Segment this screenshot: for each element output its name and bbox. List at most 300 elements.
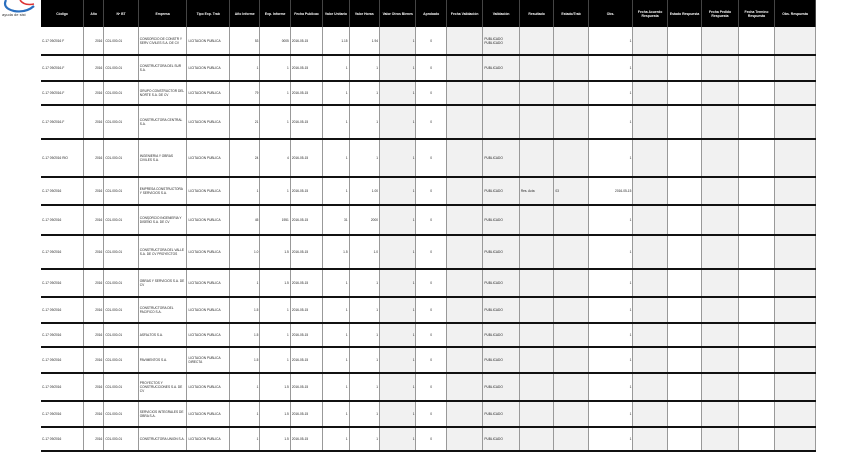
table-row xyxy=(41,105,816,139)
table-cell: 0 xyxy=(416,269,446,297)
table-cell: 1 xyxy=(323,139,349,177)
table-cell: 1 xyxy=(323,323,349,347)
table-cell xyxy=(633,55,667,81)
table-row xyxy=(41,297,816,323)
table-cell: 0 xyxy=(416,235,446,269)
column-header: Fecha Pedido Respuesta xyxy=(702,0,738,27)
table-cell: 2016 xyxy=(84,27,104,55)
table-cell xyxy=(446,55,482,81)
table-cell: 1.0 xyxy=(230,235,260,269)
table-cell: LICITACION PUBLICA xyxy=(187,297,230,323)
table-cell: PUBLICADO PUBLICADO xyxy=(483,27,519,55)
table-cell: C01-000-01 xyxy=(104,139,138,177)
table-cell: C-17 09/2016 xyxy=(41,235,84,269)
table-cell: 1 xyxy=(380,427,416,451)
table-cell: C-17 09/2016 xyxy=(41,401,84,427)
table-row xyxy=(41,427,816,451)
table-cell: C01-000-01 xyxy=(104,373,138,401)
table-cell: PUBLICADO xyxy=(483,177,519,205)
table-cell xyxy=(633,323,667,347)
table-cell: CONSORCIO INGENIERIA Y DISEÑO S.A. DE CV xyxy=(138,205,187,235)
table-cell: C01-000-01 xyxy=(104,427,138,451)
table-cell: C-17 09/2016 xyxy=(41,177,84,205)
table-cell: 1 xyxy=(230,55,260,81)
table-row xyxy=(41,323,816,347)
table-cell xyxy=(738,323,774,347)
table-cell: OBRAS Y SERVICIOS S.A. DE CV xyxy=(138,269,187,297)
table-cell: PAVIMENTOS S.A. xyxy=(138,347,187,373)
table-cell: C-17 09/2016 xyxy=(41,323,84,347)
table-cell: C01-000-01 xyxy=(104,81,138,105)
table-cell: C-17 09/2016 xyxy=(41,347,84,373)
table-cell: LICITACION PUBLICA xyxy=(187,205,230,235)
table-cell: 0005 xyxy=(260,27,290,55)
table-cell xyxy=(738,297,774,323)
table-cell xyxy=(633,27,667,55)
column-header: Valor Horas xyxy=(349,0,379,27)
table-cell: C01-000-01 xyxy=(104,323,138,347)
table-cell: 0 xyxy=(416,55,446,81)
table-cell xyxy=(519,55,553,81)
table-cell xyxy=(519,205,553,235)
table-cell xyxy=(702,347,738,373)
table-row xyxy=(41,139,816,177)
table-cell xyxy=(667,205,701,235)
table-cell xyxy=(702,401,738,427)
table-cell: 2016-05-15 xyxy=(290,235,322,269)
data-table xyxy=(41,0,816,452)
table-cell xyxy=(519,139,553,177)
table-cell: 1 xyxy=(349,139,379,177)
table-cell xyxy=(554,55,588,81)
table-cell: C01-000-01 xyxy=(104,269,138,297)
table-cell: 1 xyxy=(380,105,416,139)
table-cell xyxy=(738,139,774,177)
logo-text: ayuda de sist xyxy=(2,12,26,17)
table-cell: 2016-05-15 xyxy=(290,401,322,427)
table-cell xyxy=(667,105,701,139)
table-cell: C01-000-01 xyxy=(104,55,138,81)
table-cell: 1 xyxy=(349,105,379,139)
table-cell: 31 xyxy=(323,205,349,235)
table-cell: 0 xyxy=(416,205,446,235)
column-header: Estado Respuesta xyxy=(667,0,701,27)
column-header: Valor Otros Bienes xyxy=(380,0,416,27)
table-cell xyxy=(519,105,553,139)
table-cell xyxy=(446,27,482,55)
table-cell xyxy=(633,235,667,269)
table-cell: LICITACION PUBLICA xyxy=(187,323,230,347)
table-cell: 24 xyxy=(230,139,260,177)
table-cell: 1 xyxy=(323,81,349,105)
table-cell xyxy=(775,323,816,347)
table-cell: 45 xyxy=(230,205,260,235)
table-cell xyxy=(775,427,816,451)
table-cell xyxy=(667,55,701,81)
table-cell: 1.5 xyxy=(230,347,260,373)
table-cell: 1 xyxy=(349,269,379,297)
table-cell: 1 xyxy=(323,105,349,139)
table-cell: C01-000-01 xyxy=(104,205,138,235)
table-cell xyxy=(667,373,701,401)
table-cell: 1 xyxy=(323,401,349,427)
table-cell xyxy=(446,235,482,269)
table-cell xyxy=(667,269,701,297)
column-header: Empresa xyxy=(138,0,187,27)
table-cell: 1 xyxy=(260,297,290,323)
table-cell xyxy=(702,81,738,105)
table-cell xyxy=(519,27,553,55)
table-row xyxy=(41,347,816,373)
table-cell: 1 xyxy=(323,373,349,401)
column-header: Fecha Termino Respuesta xyxy=(738,0,774,27)
table-cell xyxy=(738,105,774,139)
table-cell: 2016-05-15 xyxy=(290,427,322,451)
table-cell: 0 xyxy=(416,177,446,205)
table-cell: CONSTRUCTORA DEL PACIFICO S.A. xyxy=(138,297,187,323)
table-cell: 1.5 xyxy=(260,401,290,427)
table-cell xyxy=(775,205,816,235)
table-cell: 1 xyxy=(230,427,260,451)
table-cell: LICITACION PUBLICA xyxy=(187,55,230,81)
table-cell: 2016-05-15 xyxy=(290,105,322,139)
table-cell xyxy=(775,297,816,323)
table-cell: ASFALTOS S.A. xyxy=(138,323,187,347)
table-cell: LICITACION PUBLICA xyxy=(187,105,230,139)
table-cell xyxy=(483,105,519,139)
column-header: Fecha Publicac xyxy=(290,0,322,27)
table-cell xyxy=(775,347,816,373)
table-cell xyxy=(519,401,553,427)
table-cell: 1.15 xyxy=(323,27,349,55)
table-cell xyxy=(633,205,667,235)
table-cell xyxy=(702,105,738,139)
table-cell: Res. Acta xyxy=(519,177,553,205)
table-row xyxy=(41,177,816,205)
table-cell: 1 xyxy=(230,401,260,427)
table-cell: LICITACION PUBLICA DIRECTA xyxy=(187,347,230,373)
table-cell: 2016-05-15 xyxy=(290,55,322,81)
table-cell xyxy=(554,401,588,427)
table-cell xyxy=(702,27,738,55)
table-cell xyxy=(519,297,553,323)
table-cell: 0 xyxy=(416,373,446,401)
table-cell: 0 xyxy=(416,81,446,105)
table-cell: 1 xyxy=(380,373,416,401)
table-cell: 2016-05-15 xyxy=(588,177,633,205)
table-cell: 1 xyxy=(380,269,416,297)
table-cell xyxy=(738,347,774,373)
table-cell: CONSTRUCTORA UNION S.A. xyxy=(138,427,187,451)
table-cell: 1.00 xyxy=(349,177,379,205)
table-cell: 1 xyxy=(380,235,416,269)
table-cell: 1 xyxy=(349,323,379,347)
table-cell xyxy=(702,427,738,451)
table-cell xyxy=(554,205,588,235)
table-cell: EMPRESA CONSTRUCTORA Y SERVICIOS S.A. xyxy=(138,177,187,205)
table-cell: C-17 09/2016-F xyxy=(41,81,84,105)
table-cell xyxy=(446,427,482,451)
table-cell: 1.5 xyxy=(323,235,349,269)
table-cell: 1 xyxy=(230,269,260,297)
table-cell: C-17 09/2016 xyxy=(41,373,84,401)
table-cell xyxy=(519,269,553,297)
table-cell: 1 xyxy=(380,139,416,177)
table-cell: 1 xyxy=(588,269,633,297)
table-cell xyxy=(738,55,774,81)
table-cell: C01-000-01 xyxy=(104,105,138,139)
table-cell: LICITACION PUBLICA xyxy=(187,269,230,297)
table-cell xyxy=(738,81,774,105)
table-cell: 1 xyxy=(323,347,349,373)
table-cell xyxy=(633,347,667,373)
table-cell: 1.5 xyxy=(260,427,290,451)
table-cell: 0 xyxy=(416,27,446,55)
table-cell: C-17 09/2016 RIO xyxy=(41,139,84,177)
table-cell: C01-000-01 xyxy=(104,235,138,269)
table-cell xyxy=(702,373,738,401)
table-cell: 1 xyxy=(380,323,416,347)
table-cell xyxy=(738,401,774,427)
table-cell: 1 xyxy=(323,269,349,297)
table-cell xyxy=(519,81,553,105)
table-cell: 1 xyxy=(230,177,260,205)
table-cell xyxy=(667,139,701,177)
table-cell: 2016-05-15 xyxy=(290,81,322,105)
table-cell: LICITACION PUBLICA xyxy=(187,427,230,451)
table-cell: LICITACION PUBLICA xyxy=(187,177,230,205)
table-cell xyxy=(667,297,701,323)
table-cell: 1 xyxy=(349,55,379,81)
table-cell: 2016 xyxy=(84,401,104,427)
table-cell: C01-000-01 xyxy=(104,401,138,427)
table-cell: 2016-05-15 xyxy=(290,347,322,373)
table-cell: PUBLICADO xyxy=(483,427,519,451)
table-cell xyxy=(633,105,667,139)
table-cell xyxy=(775,105,816,139)
table-cell: 1 xyxy=(349,373,379,401)
table-cell xyxy=(667,427,701,451)
table-cell: 1 xyxy=(380,27,416,55)
table-cell xyxy=(775,139,816,177)
table-cell: 03 xyxy=(554,177,588,205)
table-row xyxy=(41,269,816,297)
table-cell: C-17 09/2016 F xyxy=(41,27,84,55)
table-cell xyxy=(738,427,774,451)
table-cell: 2016 xyxy=(84,205,104,235)
table-cell: 2016 xyxy=(84,177,104,205)
table-cell: 1 xyxy=(349,81,379,105)
table-cell: C01-000-01 xyxy=(104,347,138,373)
table-cell: 1 xyxy=(349,297,379,323)
table-cell: 2000 xyxy=(349,205,379,235)
table-cell: 1.5 xyxy=(260,235,290,269)
table-cell: 1 xyxy=(588,81,633,105)
table-cell xyxy=(667,401,701,427)
table-cell: 1 xyxy=(260,81,290,105)
table-cell xyxy=(633,177,667,205)
table-cell xyxy=(554,323,588,347)
table-cell: 1 xyxy=(380,401,416,427)
table-cell xyxy=(633,139,667,177)
column-header: Estado/Trab xyxy=(554,0,588,27)
column-header: Nº BT xyxy=(104,0,138,27)
table-cell: 2016-05-15 xyxy=(290,373,322,401)
table-cell: 2016 xyxy=(84,139,104,177)
table-cell: 1 xyxy=(260,105,290,139)
table-cell xyxy=(554,27,588,55)
table-cell: 0 xyxy=(416,139,446,177)
table-cell: PUBLICADO xyxy=(483,205,519,235)
column-header: Año Informe xyxy=(230,0,260,27)
table-cell: 1 xyxy=(349,427,379,451)
table-cell: PROYECTOS Y CONSTRUCCIONES S.A. DE CV xyxy=(138,373,187,401)
table-cell xyxy=(738,177,774,205)
table-cell: 79 xyxy=(230,81,260,105)
table-cell xyxy=(775,27,816,55)
table-cell xyxy=(446,139,482,177)
table-cell xyxy=(519,373,553,401)
table-cell: 1 xyxy=(380,55,416,81)
table-cell: LICITACION PUBLICA xyxy=(187,27,230,55)
table-cell xyxy=(702,269,738,297)
column-header: Validación xyxy=(483,0,519,27)
table-cell: LICITACION PUBLICA xyxy=(187,139,230,177)
table-cell: 1 xyxy=(588,401,633,427)
table-cell xyxy=(702,235,738,269)
table-row xyxy=(41,401,816,427)
table-cell: 2016 xyxy=(84,55,104,81)
table-cell: PUBLICADO xyxy=(483,55,519,81)
column-header: Código xyxy=(41,0,84,27)
column-header: Obs. Respuesta xyxy=(775,0,816,27)
table-cell: 1.5 xyxy=(230,297,260,323)
table-cell xyxy=(775,373,816,401)
table-cell: 4 xyxy=(260,139,290,177)
table-cell xyxy=(554,373,588,401)
table-cell: 1 xyxy=(323,427,349,451)
table-cell xyxy=(483,81,519,105)
table-cell: INGENIERIA Y OBRAS CIVILES S.A. xyxy=(138,139,187,177)
table-cell: 1 xyxy=(323,55,349,81)
table-cell: 2016-05-15 xyxy=(290,27,322,55)
table-cell xyxy=(775,401,816,427)
table-cell: PUBLICADO xyxy=(483,347,519,373)
column-header: Fecha Acuerdo Respuesta xyxy=(633,0,667,27)
table-cell xyxy=(667,347,701,373)
table-cell: PUBLICADO xyxy=(483,373,519,401)
table-cell: C-17 09/2016 xyxy=(41,297,84,323)
table-cell: 1 xyxy=(260,323,290,347)
table-cell xyxy=(633,373,667,401)
table-cell xyxy=(554,105,588,139)
table-cell xyxy=(519,347,553,373)
table-cell: GRUPO CONSTRUCTOR DEL NORTE S.A. DE CV xyxy=(138,81,187,105)
table-cell: 1 xyxy=(588,323,633,347)
table-row xyxy=(41,235,816,269)
table-cell xyxy=(554,81,588,105)
table-cell xyxy=(702,297,738,323)
table-cell xyxy=(775,81,816,105)
table-cell: 2016-05-15 xyxy=(290,177,322,205)
table-cell xyxy=(519,235,553,269)
table-cell xyxy=(667,177,701,205)
table-cell xyxy=(702,177,738,205)
table-cell: LICITACION PUBLICA xyxy=(187,235,230,269)
table-cell: C-17 09/2016 xyxy=(41,205,84,235)
table-cell xyxy=(554,235,588,269)
table-cell: 1.0 xyxy=(349,235,379,269)
table-cell: C-17 09/2016-F xyxy=(41,105,84,139)
table-cell xyxy=(738,205,774,235)
table-cell xyxy=(702,139,738,177)
table-cell: 1 xyxy=(349,401,379,427)
column-header: Obs. xyxy=(588,0,633,27)
column-header: Tipo Exp. Trab xyxy=(187,0,230,27)
table-cell: C-17 09/2016 xyxy=(41,427,84,451)
table-cell: 1 xyxy=(230,373,260,401)
table-cell xyxy=(446,347,482,373)
table-row xyxy=(41,205,816,235)
table-cell: C01-000-01 xyxy=(104,297,138,323)
table-cell: 2016 xyxy=(84,105,104,139)
table-cell: 0 xyxy=(416,105,446,139)
table-cell: PUBLICADO xyxy=(483,139,519,177)
table-cell xyxy=(554,427,588,451)
table-cell: CONSTRUCTORA CENTRAL S.A. xyxy=(138,105,187,139)
table-cell: PUBLICADO xyxy=(483,235,519,269)
table-cell xyxy=(554,139,588,177)
table-cell: 1 xyxy=(260,177,290,205)
table-cell xyxy=(446,373,482,401)
table-cell: 1 xyxy=(380,205,416,235)
table-cell: 2016-05-15 xyxy=(290,323,322,347)
table-cell: PUBLICADO xyxy=(483,297,519,323)
table-cell: 1 xyxy=(260,347,290,373)
table-cell: 1 xyxy=(323,297,349,323)
table-cell xyxy=(446,81,482,105)
table-cell: 1 xyxy=(260,55,290,81)
table-cell xyxy=(775,269,816,297)
table-cell: 0 xyxy=(416,427,446,451)
table-cell: 1.5 xyxy=(260,373,290,401)
table-cell xyxy=(775,177,816,205)
table-cell: 1 xyxy=(349,347,379,373)
table-cell: 21 xyxy=(230,105,260,139)
table-cell: 2016 xyxy=(84,373,104,401)
table-cell xyxy=(667,323,701,347)
table-header-row xyxy=(41,0,816,27)
table-cell: 1.5 xyxy=(260,269,290,297)
table-cell: 2016-05-15 xyxy=(290,205,322,235)
table-cell: 2016-05-15 xyxy=(290,297,322,323)
table-cell: CONSTRUCTORA DEL VALLE S.A. DE CV PROYECTOS xyxy=(138,235,187,269)
table-cell: LICITACION PUBLICA xyxy=(187,81,230,105)
table-cell: 2016-05-15 xyxy=(290,139,322,177)
table-cell: 0 xyxy=(416,297,446,323)
table-cell: CONSORCIO DE CONSTR Y SERV CIVILES S.A. DE CV xyxy=(138,27,187,55)
table-cell: 1 xyxy=(588,297,633,323)
table-cell: 1.94 xyxy=(349,27,379,55)
table-cell xyxy=(667,81,701,105)
table-cell xyxy=(446,269,482,297)
table-cell xyxy=(633,269,667,297)
table-cell: SERVICIOS INTEGRALES DE OBRA S.A. xyxy=(138,401,187,427)
table-cell: 1 xyxy=(588,105,633,139)
table-cell: 2016 xyxy=(84,347,104,373)
table-cell: 1951 xyxy=(260,205,290,235)
company-logo xyxy=(0,0,40,20)
